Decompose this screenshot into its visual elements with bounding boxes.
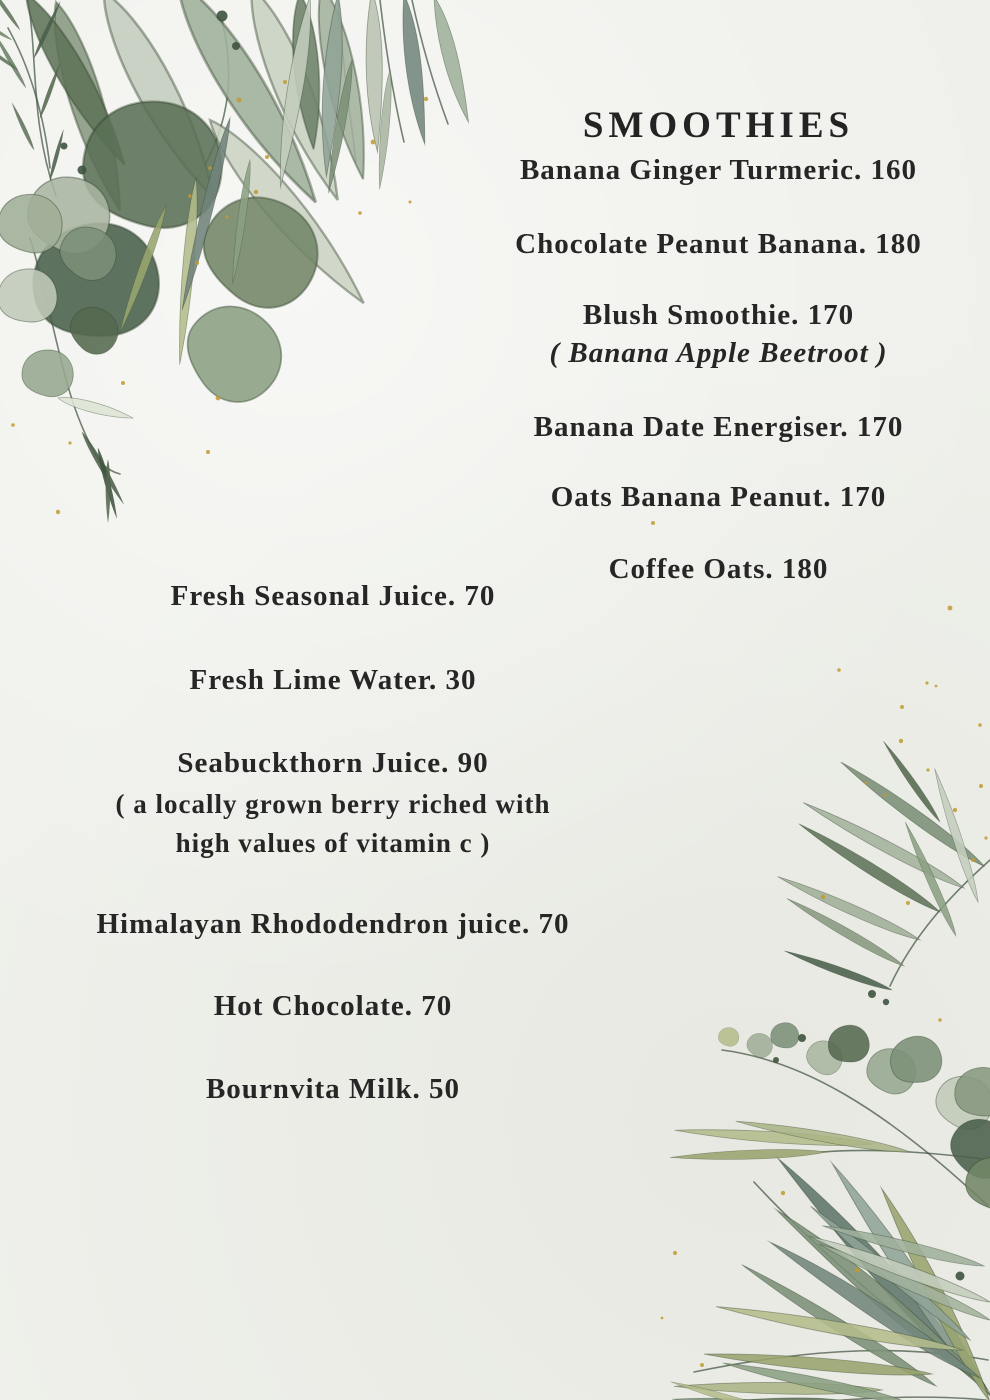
menu-item-note: ( a locally grown berry riched with [115, 789, 551, 819]
menu-item-note: high values of vitamin c ) [175, 828, 491, 858]
menu-item: Oats Banana Peanut. 170 [550, 481, 887, 513]
menu-item: Hot Chocolate. 70 [213, 990, 453, 1022]
menu-item: Fresh Lime Water. 30 [189, 664, 477, 696]
gold-speckles [661, 606, 988, 1367]
menu-item: Fresh Seasonal Juice. 70 [170, 580, 496, 612]
menu-item: Blush Smoothie. 170 [582, 299, 855, 331]
leaves [661, 739, 990, 1400]
berries [61, 11, 241, 175]
gold-speckle [651, 521, 655, 525]
botanical-decoration-top-left [0, 0, 500, 560]
gold-speckles [11, 80, 428, 514]
leaves [0, 0, 485, 522]
stems [8, 0, 448, 474]
menu-item: Seabuckthorn Juice. 90 [177, 747, 489, 779]
menu-item: Bournvita Milk. 50 [205, 1073, 461, 1105]
menu-item: Coffee Oats. 180 [608, 553, 829, 585]
section-title: SMOOTHIES [582, 104, 855, 146]
menu-item: Chocolate Peanut Banana. 180 [515, 228, 922, 260]
stems [694, 860, 990, 1400]
menu-item-note: ( Banana Apple Beetroot ) [549, 337, 888, 369]
botanical-decoration-bottom-right [570, 560, 990, 1400]
menu-item: Himalayan Rhododendron juice. 70 [96, 908, 570, 940]
menu-item: Banana Ginger Turmeric. 160 [519, 154, 918, 186]
menu-item: Banana Date Energiser. 170 [533, 411, 904, 443]
berries [773, 990, 965, 1281]
